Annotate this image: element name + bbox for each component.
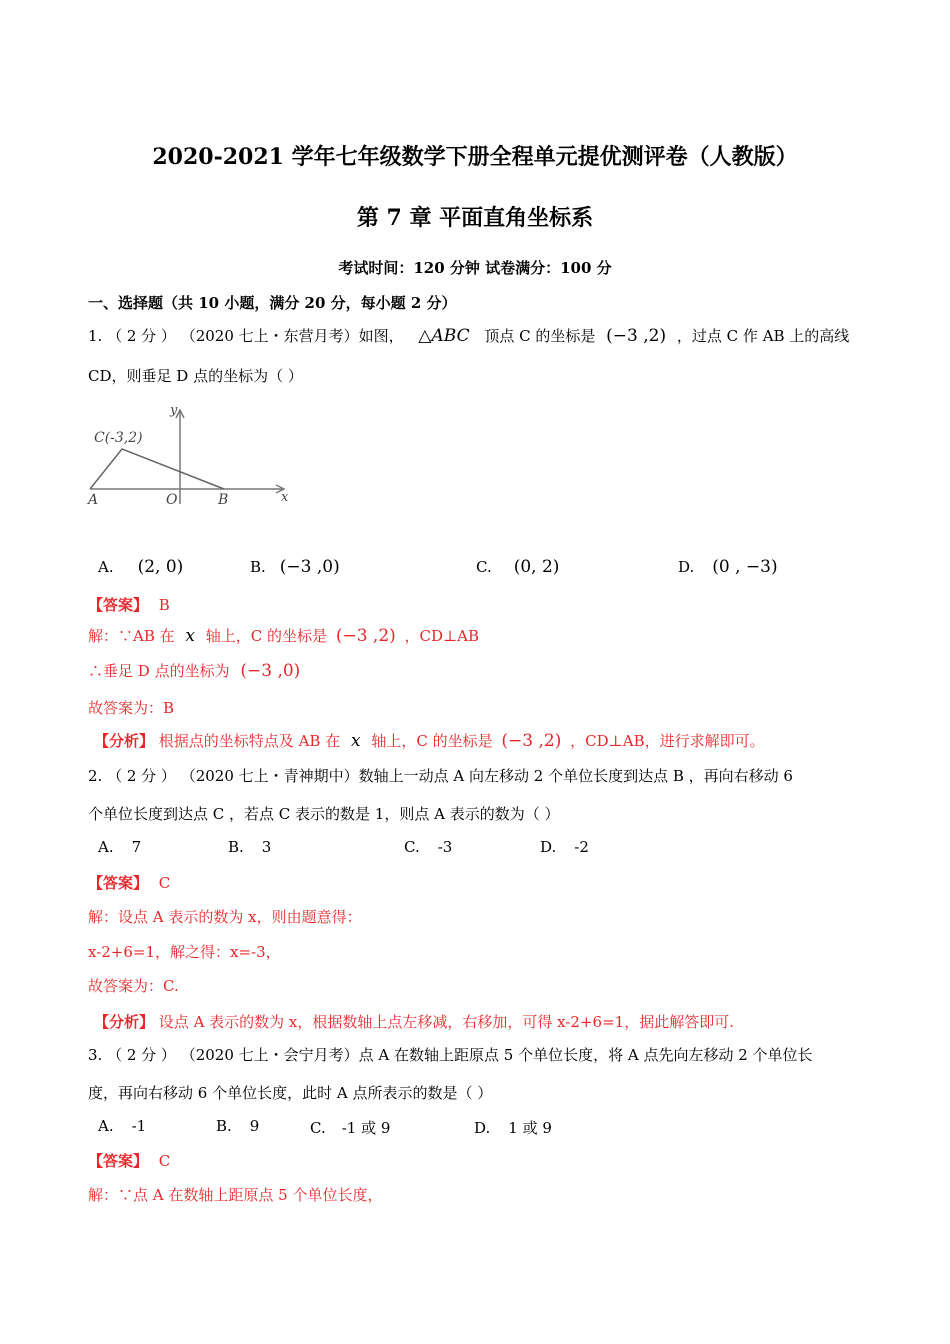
triangle-abc-shape xyxy=(90,449,224,489)
q1-stem-line2: CD，则垂足 D 点的坐标为（ ） xyxy=(88,367,303,385)
q3-option-b[interactable]: B. 9 xyxy=(216,1117,260,1135)
q2-stem-line2: 个单位长度到达点 C ，若点 C 表示的数是 1，则点 A 表示的数为（ ） xyxy=(88,805,560,823)
q3-stem-line1: 3. （ 2 分 ） （2020 七上・会宁月考）点 A 在数轴上距原点 5 个单位长度，将 A 点先向左移动 2 个单位长 xyxy=(88,1046,813,1064)
q2-analysis: 【分析】 设点 A 表示的数为 x，根据数轴上点左移减，右移加，可得 x-2+6=1，据此解答即可. xyxy=(94,1013,734,1031)
exam-info: 考试时间：120 分钟 试卷满分：100 分 xyxy=(338,259,612,277)
q2-solution-line1: 解：设点 A 表示的数为 x，则由题意得： xyxy=(88,908,362,926)
q1-analysis: 【分析】 根据点的坐标特点及 AB 在 x 轴上，C 的坐标是 (−3 ,2) ，CD⊥AB，进行求解即可。 xyxy=(94,731,765,751)
triangle-abc: △ABC xyxy=(418,326,470,346)
point-c-coord: (−3 ,2) xyxy=(606,326,667,346)
paper-title: 2020-2021 学年七年级数学下册全程单元提优测评卷（人教版） xyxy=(152,144,798,170)
q1-option-a[interactable]: A. (2, 0) xyxy=(98,557,184,577)
q2-solution-line3: 故答案为：C. xyxy=(88,977,179,995)
label-b: B xyxy=(218,492,229,508)
label-x: x xyxy=(281,490,289,505)
q3-option-c[interactable]: C. -1 或 9 xyxy=(310,1119,391,1137)
q1-answer: 【答案】 B xyxy=(88,596,170,614)
q2-option-a[interactable]: A. 7 xyxy=(98,838,142,856)
q3-option-a[interactable]: A. -1 xyxy=(98,1117,147,1135)
q3-option-d[interactable]: D. 1 或 9 xyxy=(474,1119,552,1137)
q1-stem-line1: 1. （ 2 分 ） （2020 七上・东营月考）如图， △ABC 顶点 C 的坐标是 (−3 ,2) ，过点 C 作 AB 上的高线 xyxy=(88,326,850,346)
q2-option-c[interactable]: C. -3 xyxy=(404,838,453,856)
q3-stem-line2: 度，再向右移动 6 个单位长度，此时 A 点所表示的数是（ ） xyxy=(88,1084,493,1102)
label-o: O xyxy=(166,492,178,508)
section-heading: 一、选择题（共 10 小题，满分 20 分，每小题 2 分） xyxy=(88,294,457,312)
q1-solution-line2: ∴垂足 D 点的坐标为 (−3 ,0) xyxy=(88,661,301,681)
q1-solution-line1: 解：∵AB 在 x 轴上，C 的坐标是 (−3 ,2) ，CD⊥AB xyxy=(88,626,480,646)
q3-answer: 【答案】 C xyxy=(88,1152,171,1170)
q1-option-d[interactable]: D. (0 , −3) xyxy=(678,557,778,577)
q2-solution-line2: x-2+6=1，解之得：x=-3， xyxy=(88,943,281,961)
q1-option-b[interactable]: B. (−3 ,0) xyxy=(250,557,340,577)
q1-figure xyxy=(86,400,296,510)
label-y: y xyxy=(170,403,178,418)
q2-answer: 【答案】 C xyxy=(88,874,171,892)
q2-stem-line1: 2. （ 2 分 ） （2020 七上・青神期中）数轴上一动点 A 向左移动 2 个单位长度到达点 B ，再向右移动 6 xyxy=(88,767,793,785)
q3-solution-line1: 解：∵点 A 在数轴上距原点 5 个单位长度， xyxy=(88,1186,383,1204)
q2-option-d[interactable]: D. -2 xyxy=(540,838,589,856)
q1-option-c[interactable]: C. (0, 2) xyxy=(476,557,560,577)
chapter-title: 第 7 章 平面直角坐标系 xyxy=(356,205,594,231)
label-a: A xyxy=(88,492,99,508)
label-c: C(-3,2) xyxy=(94,430,143,446)
q2-option-b[interactable]: B. 3 xyxy=(228,838,272,856)
q1-solution-line3: 故答案为：B xyxy=(88,699,175,717)
